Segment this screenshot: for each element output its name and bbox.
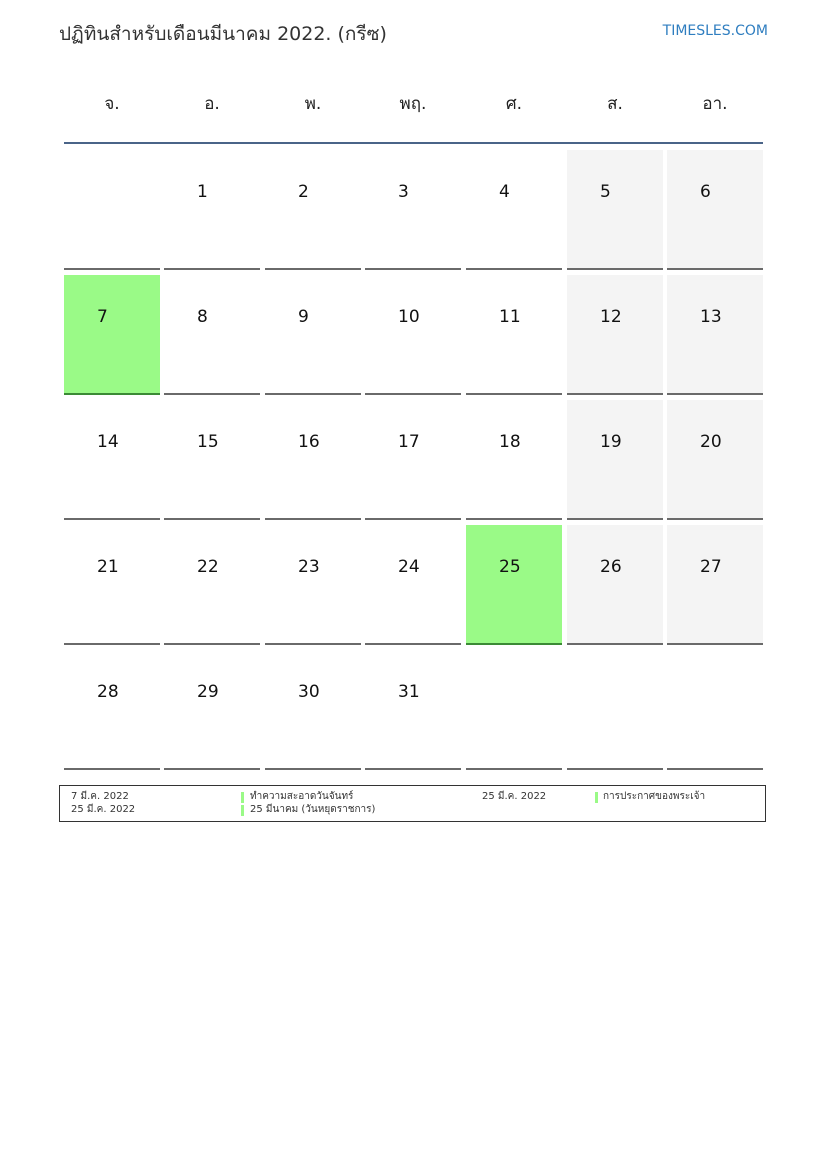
day-number: 24: [398, 557, 420, 577]
day-number: 10: [398, 307, 420, 327]
calendar-day-cell: [64, 650, 160, 770]
day-number: 2: [298, 182, 309, 202]
calendar-empty-cell: [466, 650, 562, 770]
legend-color-mark: [241, 805, 244, 816]
calendar-day-cell: [466, 525, 562, 645]
calendar-day-cell: [567, 400, 663, 520]
day-number: 25: [499, 557, 521, 577]
calendar-empty-cell: [567, 650, 663, 770]
calendar-day-cell: [64, 525, 160, 645]
day-number: 27: [700, 557, 722, 577]
calendar-day-cell: [365, 150, 461, 270]
calendar-empty-cell: [64, 150, 160, 270]
day-number: 28: [97, 682, 119, 702]
day-number: 6: [700, 182, 711, 202]
calendar-day-cell: [365, 275, 461, 395]
calendar-grid: [64, 150, 763, 770]
day-number: 1: [197, 182, 208, 202]
legend-holiday-name: การประกาศของพระเจ้า: [603, 791, 706, 802]
day-number: 30: [298, 682, 320, 702]
calendar-day-cell: [265, 525, 361, 645]
legend-holiday-name: ทำความสะอาดวันจันทร์: [250, 791, 354, 802]
calendar-day-cell: [164, 525, 260, 645]
calendar-day-cell: [164, 150, 260, 270]
calendar-day-cell: [164, 400, 260, 520]
weekday-wed: พ.: [304, 94, 322, 114]
day-number: 8: [197, 307, 208, 327]
day-number: 23: [298, 557, 320, 577]
calendar-day-cell: [265, 150, 361, 270]
weekday-header-row: [64, 90, 763, 120]
calendar-day-cell: [365, 525, 461, 645]
legend-color-mark: [241, 792, 244, 803]
day-number: 31: [398, 682, 420, 702]
legend-date: 25 มี.ค. 2022: [71, 804, 136, 815]
day-number: 20: [700, 432, 722, 452]
day-number: 16: [298, 432, 320, 452]
weekday-tue: อ.: [204, 94, 220, 114]
calendar-day-cell: [164, 650, 260, 770]
weekday-mon: จ.: [104, 94, 120, 114]
day-number: 29: [197, 682, 219, 702]
calendar-day-cell: [365, 400, 461, 520]
calendar-day-cell: [567, 525, 663, 645]
day-number: 26: [600, 557, 622, 577]
day-number: 9: [298, 307, 309, 327]
day-number: 4: [499, 182, 510, 202]
holiday-legend: [59, 785, 766, 822]
weekday-thu: พฤ.: [399, 94, 427, 114]
day-number: 12: [600, 307, 622, 327]
day-number: 22: [197, 557, 219, 577]
weekday-sun: อา.: [702, 94, 728, 114]
calendar-day-cell: [466, 150, 562, 270]
day-number: 7: [97, 307, 108, 327]
legend-date: 25 มี.ค. 2022: [482, 791, 547, 802]
day-number: 14: [97, 432, 119, 452]
day-number: 5: [600, 182, 611, 202]
calendar-day-cell: [567, 275, 663, 395]
day-number: 13: [700, 307, 722, 327]
calendar-day-cell: [265, 650, 361, 770]
calendar-day-cell: [164, 275, 260, 395]
calendar-day-cell: [265, 275, 361, 395]
legend-date: 7 มี.ค. 2022: [71, 791, 129, 802]
calendar-day-cell: [667, 150, 763, 270]
calendar-day-cell: [567, 150, 663, 270]
legend-holiday-name: 25 มีนาคม (วันหยุดราชการ): [250, 804, 376, 815]
day-number: 17: [398, 432, 420, 452]
calendar-day-cell: [667, 525, 763, 645]
brand-link[interactable]: TIMESLES.COM: [662, 23, 768, 39]
header-divider: [64, 142, 763, 144]
day-number: 3: [398, 182, 409, 202]
calendar-day-cell: [667, 400, 763, 520]
day-number: 18: [499, 432, 521, 452]
day-number: 21: [97, 557, 119, 577]
page-title: ปฏิทินสำหรับเดือนมีนาคม 2022. (กรีซ): [59, 23, 387, 45]
weekday-sat: ส.: [607, 94, 623, 114]
calendar-empty-cell: [667, 650, 763, 770]
legend-color-mark: [595, 792, 598, 803]
day-number: 19: [600, 432, 622, 452]
calendar-day-cell: [466, 275, 562, 395]
calendar-day-cell: [466, 400, 562, 520]
day-number: 15: [197, 432, 219, 452]
calendar-day-cell: [64, 275, 160, 395]
calendar-day-cell: [667, 275, 763, 395]
calendar-day-cell: [265, 400, 361, 520]
weekday-fri: ศ.: [505, 94, 523, 114]
day-number: 11: [499, 307, 521, 327]
calendar-day-cell: [365, 650, 461, 770]
calendar-day-cell: [64, 400, 160, 520]
